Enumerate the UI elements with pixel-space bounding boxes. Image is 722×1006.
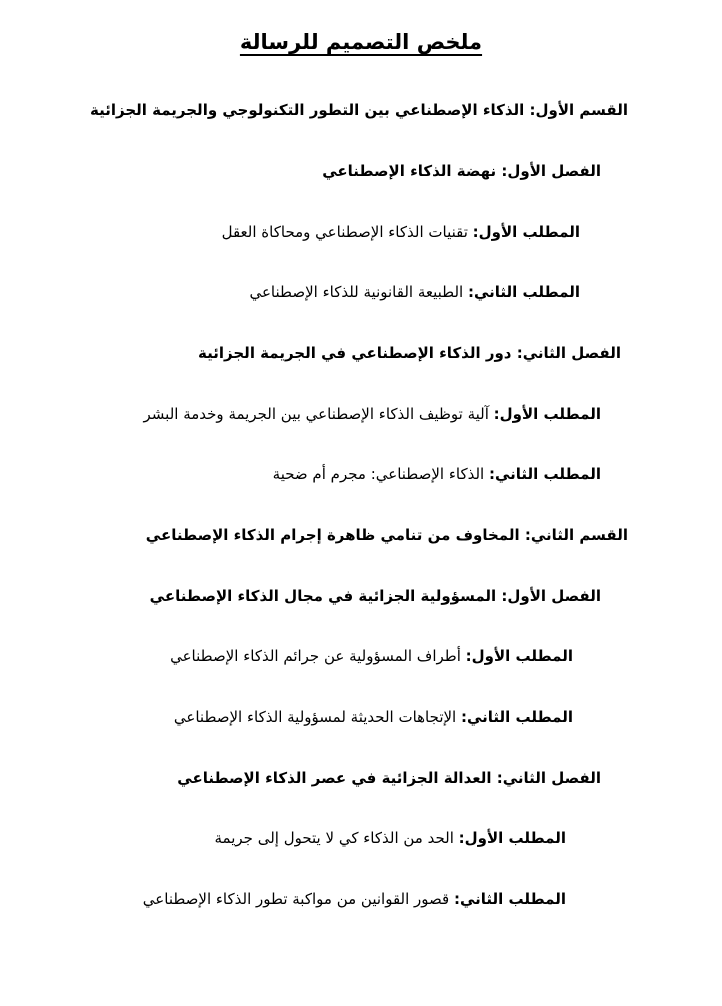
- outline-label: المطلب الأول:: [465, 647, 573, 665]
- outline-text: أطراف المسؤولية عن جرائم الذكاء الإصطناعي: [170, 647, 466, 665]
- outline-label: الفصل الثاني:: [516, 344, 621, 362]
- outline-label: القسم الأول:: [529, 101, 628, 119]
- outline-text: العدالة الجزائية في عصر الذكاء الإصطناعي: [177, 769, 497, 787]
- outline-label: الفصل الأول:: [501, 587, 601, 605]
- outline-line-section-1: [90, 99, 628, 121]
- outline-text: الحد من الذكاء كي لا يتحول إلى جريمة: [214, 829, 459, 847]
- outline-label: الفصل الثاني:: [496, 769, 601, 787]
- page-title: ملخص التصميم للرسالة: [239, 30, 483, 54]
- outline-line-chapter-2-2: [177, 767, 601, 789]
- outline-label: المطلب الثاني:: [460, 708, 573, 726]
- outline-label: المطلب الأول:: [493, 405, 601, 423]
- outline-text: الذكاء الإصطناعي بين التطور التكنولوجي والجريمة الجزائية: [90, 101, 530, 119]
- outline-line-chapter-1-1: [322, 160, 601, 182]
- outline-line-requirement-2-1-1: [170, 645, 573, 667]
- outline-line-requirement-1-2-1: [144, 403, 601, 425]
- outline-line-requirement-2-2-2: [143, 888, 566, 910]
- outline-text: دور الذكاء الإصطناعي في الجريمة الجزائية: [198, 344, 517, 362]
- outline-label: المطلب الثاني:: [488, 465, 601, 483]
- outline-label: المطلب الثاني:: [467, 283, 580, 301]
- outline-text: الطبيعة القانونية للذكاء الإصطناعي: [249, 283, 468, 301]
- outline-label: الفصل الأول:: [501, 162, 601, 180]
- outline-label: المطلب الأول:: [458, 829, 566, 847]
- outline-text: الإتجاهات الحديثة لمسؤولية الذكاء الإصطناعي: [173, 708, 461, 726]
- outline-line-requirement-2-2-1: [214, 827, 566, 849]
- outline-label: المطلب الأول:: [472, 223, 580, 241]
- outline-label: المطلب الثاني:: [453, 890, 566, 908]
- outline-line-requirement-1-1-2: [249, 281, 580, 303]
- outline-line-chapter-2-1: [150, 585, 601, 607]
- outline-label: القسم الثاني:: [524, 526, 628, 544]
- outline-text: المخاوف من تنامي ظاهرة إجرام الذكاء الإصطناعي: [145, 526, 525, 544]
- outline-text: نهضة الذكاء الإصطناعي: [322, 162, 502, 180]
- outline-text: الذكاء الإصطناعي: مجرم أم ضحية: [272, 465, 489, 483]
- outline-text: المسؤولية الجزائية في مجال الذكاء الإصطناعي: [149, 587, 502, 605]
- outline-line-chapter-1-2: [198, 342, 621, 364]
- outline-line-requirement-1-1-1: [222, 221, 580, 243]
- outline-text: آلية توظيف الذكاء الإصطناعي بين الجريمة وخدمة البشر: [143, 405, 494, 423]
- outline-line-requirement-2-1-2: [174, 706, 573, 728]
- outline-text: قصور القوانين من مواكبة تطور الذكاء الإصطناعي: [142, 890, 454, 908]
- outline-text: تقنيات الذكاء الإصطناعي ومحاكاة العقل: [221, 223, 473, 241]
- outline-line-section-2: [146, 524, 628, 546]
- outline-line-requirement-1-2-2: [273, 463, 601, 485]
